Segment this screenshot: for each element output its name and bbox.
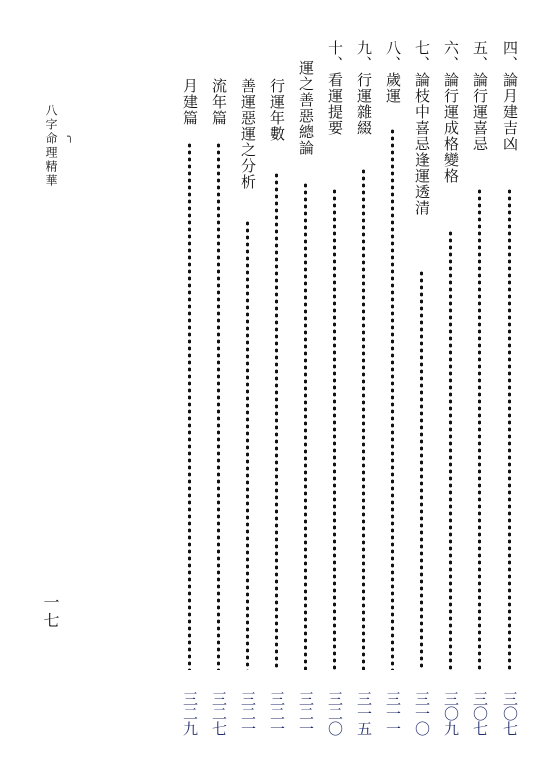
entry-page-number: 三一五 [355, 691, 373, 736]
entry-title: 運之善惡總論 [297, 60, 315, 156]
entry-page-number: 三一〇 [413, 691, 431, 736]
toc-entry-sub-2 [267, 40, 287, 736]
entry-page-number: 三二〇 [326, 691, 344, 736]
entry-title: 六、論行運成格變格 [442, 40, 460, 184]
toc-entry-8 [383, 40, 403, 736]
entry-title: 月建篇 [181, 78, 199, 126]
toc-entry-7 [412, 40, 432, 736]
entry-page-number: 三二七 [210, 691, 228, 736]
entry-page-number: 三〇七 [501, 691, 519, 736]
dot-leader [391, 128, 394, 670]
entry-title: 善運惡運之分析 [239, 78, 257, 190]
entry-title: 七、論枝中喜忌逢運透清 [413, 40, 431, 216]
entry-title: 四、論月建吉凶 [501, 40, 519, 152]
paren-mark: ╮ [67, 130, 74, 143]
running-head: 八字命理精華 [44, 104, 58, 188]
toc-entry-6 [441, 40, 461, 736]
entry-page-number: 三二一 [268, 691, 286, 736]
dot-leader [449, 230, 452, 670]
entry-title: 流年篇 [210, 78, 228, 126]
entry-page-number: 三〇七 [471, 691, 489, 736]
toc-entry-5 [470, 40, 490, 736]
toc-entry-sub-1 [296, 40, 316, 736]
toc-entry-sub-3 [238, 40, 258, 736]
toc-entry-9 [354, 40, 374, 736]
dot-leader [478, 188, 481, 670]
entry-page-number: 三二九 [181, 691, 199, 736]
entry-title: 九、行運雜綴 [355, 40, 373, 136]
entry-page-number: 三〇九 [442, 691, 460, 736]
dot-leader [304, 182, 307, 670]
toc-entry-10 [325, 40, 345, 736]
entry-title: 行運年數 [268, 78, 286, 142]
dot-leader [362, 168, 365, 670]
page-number: 一七 [41, 594, 60, 630]
dot-leader [275, 172, 278, 670]
dot-leader [508, 188, 511, 670]
dot-leader [246, 220, 249, 670]
dot-leader [420, 270, 423, 670]
entry-page-number: 三二一 [297, 691, 315, 736]
dot-leader [217, 142, 220, 670]
toc-entry-4 [500, 40, 520, 736]
toc-entry-sub-4 [209, 40, 229, 736]
entry-title: 十、看運提要 [326, 40, 344, 136]
entry-title: 八、歲運 [384, 40, 402, 104]
dot-leader [333, 188, 336, 670]
entry-title: 五、論行運喜忌 [471, 40, 489, 152]
toc-entry-sub-5 [180, 40, 200, 736]
dot-leader [188, 142, 191, 670]
entry-page-number: 三一一 [384, 691, 402, 736]
entry-page-number: 三二一 [239, 691, 257, 736]
